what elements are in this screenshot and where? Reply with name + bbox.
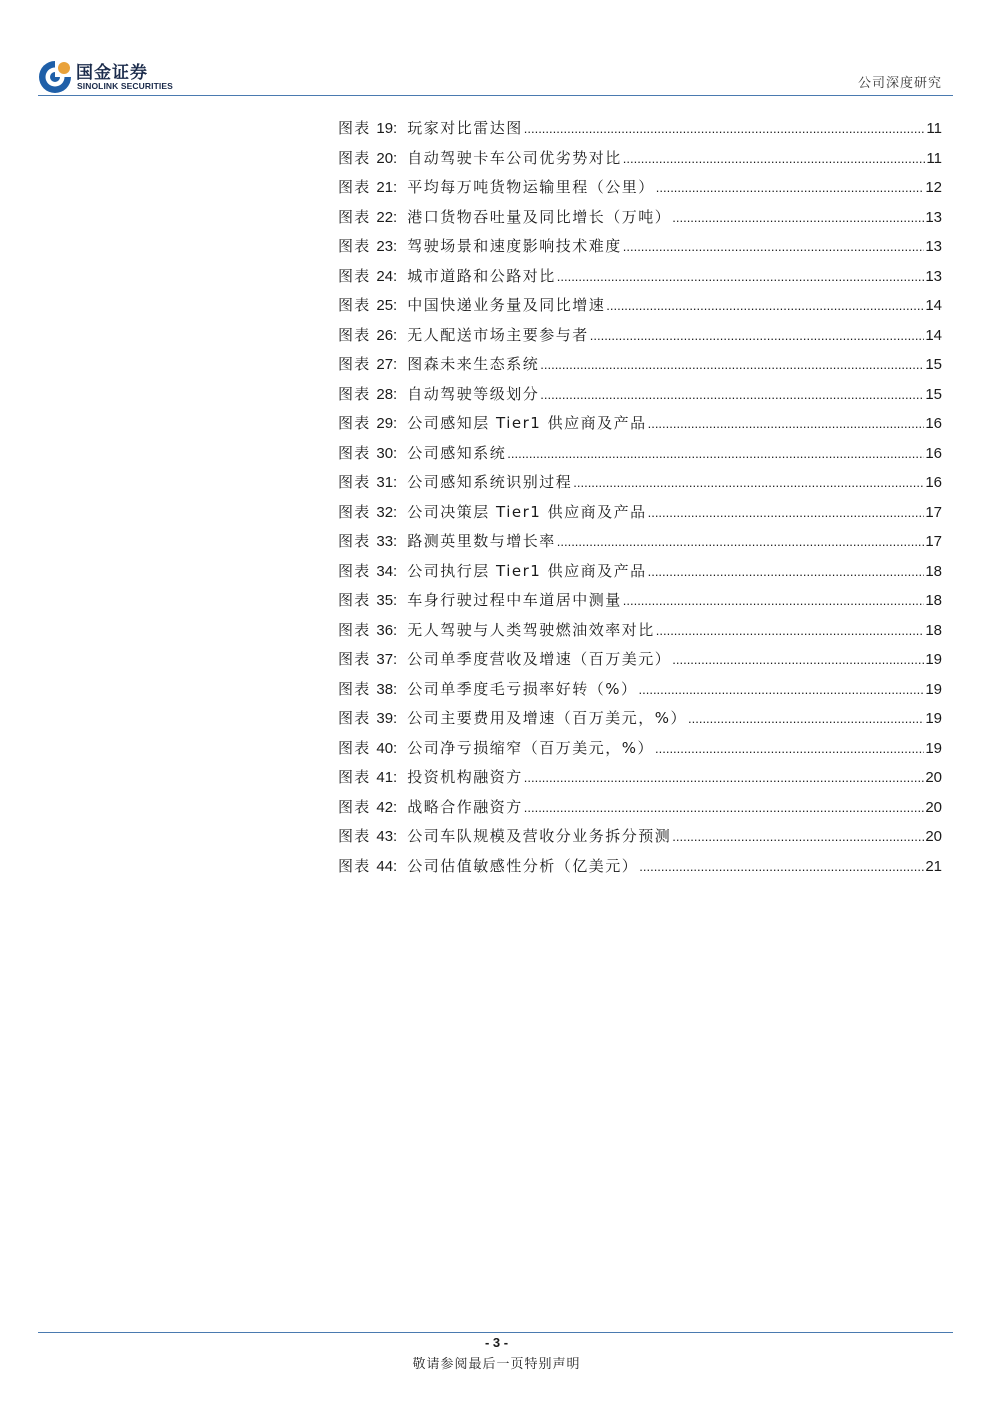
toc-entry-leader [648,416,925,431]
toc-entry-page: 12 [925,179,942,196]
toc-entry-page: 14 [925,297,942,314]
toc-entry-label [338,796,397,817]
toc-entry-label [338,707,397,728]
toc-entry-label [338,766,397,787]
toc-entry-number: 39: [376,710,398,727]
toc-entry-title: 驾驶场景和速度影响技术难度 [407,237,622,255]
toc-entry-number: 25: [376,297,398,314]
toc-entry-leader [606,298,924,313]
toc-entry-number: 31: [376,474,398,491]
toc-entry-prefix: 图表 [338,473,371,491]
toc-entry[interactable] [338,707,942,737]
toc-entry-label [338,353,397,374]
toc-entry[interactable] [338,383,942,413]
toc-entry-leader [672,829,924,844]
toc-entry-prefix: 图表 [338,178,371,196]
toc-entry-page: 16 [925,474,942,491]
logo-english-name: SINOLINK SECURITIES [77,81,173,91]
toc-entry-prefix: 图表 [338,532,371,550]
toc-entry-page: 19 [925,739,942,757]
toc-entry-number: 27: [376,356,398,373]
toc-entry-prefix: 图表 [338,591,371,609]
toc-entry-title: 无人配送市场主要参与者 [407,325,589,344]
toc-entry-number: 38: [376,680,398,698]
toc-entry-title: 自动驾驶等级划分 [407,384,540,403]
header-divider [38,95,953,96]
toc-entry-prefix: 图表 [338,502,371,521]
toc-entry-label [338,412,397,433]
toc-entry-label [338,530,397,551]
toc-entry[interactable] [338,442,942,472]
toc-entry-prefix: 图表 [338,738,371,757]
toc-entry-leader [507,446,924,461]
toc-entry-leader [573,475,924,490]
toc-entry[interactable] [338,796,942,826]
toc-entry-title: 车身行驶过程中车道居中测量 [407,591,622,609]
toc-entry[interactable] [338,825,942,855]
toc-entry-page: 14 [925,326,942,344]
toc-entry-title: 中国快递业务量及同比增速 [407,296,606,314]
toc-entry-page: 21 [925,857,942,875]
toc-entry-title: 公司单季度毛亏损率好转（%） [407,679,638,698]
toc-entry-label [338,471,397,492]
toc-entry-page: 17 [925,503,942,521]
toc-entry-label [338,442,397,463]
toc-entry-title: 公司估值敏感性分析（亿美元） [407,856,639,875]
toc-entry-prefix: 图表 [338,237,371,255]
toc-entry-leader [524,121,926,136]
toc-entry-number: 24: [376,267,398,285]
toc-entry-leader [540,357,924,372]
toc-entry-prefix: 图表 [338,414,371,432]
toc-entry-page: 11 [926,149,942,167]
toc-entry-prefix: 图表 [338,797,371,816]
toc-entry[interactable] [338,737,942,767]
toc-entry-leader [656,623,925,638]
toc-entry-page: 15 [925,356,942,373]
toc-entry-title: 投资机构融资方 [407,768,523,786]
toc-entry-title: 公司单季度营收及增速（百万美元） [407,650,672,668]
toc-entry-number: 36: [376,621,398,639]
toc-entry-label [338,265,397,286]
toc-entry-page: 16 [925,415,942,432]
toc-entry-page: 15 [925,385,942,403]
toc-entry-title: 公司感知系统识别过程 [407,473,573,491]
toc-entry-prefix: 图表 [338,620,371,639]
toc-entry-title: 自动驾驶卡车公司优劣势对比 [407,148,622,167]
toc-entry-label [338,560,397,581]
toc-entry-leader [524,770,925,785]
toc-entry-page: 17 [925,533,942,550]
toc-entry-leader [623,239,925,254]
toc-entry-label [338,619,397,640]
toc-entry-title: 平均每万吨货物运输里程（公里） [407,178,655,196]
toc-entry[interactable] [338,324,942,354]
toc-entry-prefix: 图表 [338,266,371,285]
toc-entry-prefix: 图表 [338,384,371,403]
footer-divider [38,1332,953,1333]
toc-entry-page: 20 [925,828,942,845]
toc-entry-label [338,737,397,758]
page-header [38,54,953,96]
toc-entry-number: 43: [376,828,398,845]
toc-entry-label [338,678,397,699]
toc-entry-label [338,648,397,669]
report-type: 公司深度研究 [857,76,942,91]
toc-entry[interactable] [338,471,942,501]
toc-entry[interactable] [338,117,942,147]
toc-entry-prefix: 图表 [338,679,371,698]
toc-entry-page: 19 [925,651,942,668]
toc-entry-prefix: 图表 [338,148,371,167]
company-logo [38,58,188,94]
toc-entry-page: 20 [925,798,942,816]
toc-entry-page: 16 [925,444,942,462]
toc-entry[interactable] [338,294,942,324]
toc-entry-leader [557,534,925,549]
toc-entry-page: 13 [925,238,942,255]
toc-entry-label [338,383,397,404]
toc-entry[interactable] [338,147,942,177]
sinolink-logo-icon [38,60,72,94]
toc-entry-title: 图森未来生态系统 [407,355,540,373]
toc-entry-number: 28: [376,385,398,403]
toc-entry-leader [688,711,924,726]
toc-entry-page: 11 [926,120,942,137]
toc-entry-number: 22: [376,208,398,226]
page-number: - 3 - [484,1335,509,1350]
toc-entry-number: 30: [376,444,398,462]
toc-entry-page: 13 [925,208,942,226]
toc-entry-number: 40: [376,739,398,757]
toc-entry-leader [557,269,925,284]
toc-entry-leader [524,800,925,815]
toc-entry-number: 32: [376,503,398,521]
toc-entry-title: 公司车队规模及营收分业务拆分预测 [407,827,672,845]
toc-entry-page: 18 [925,562,942,580]
toc-entry-page: 19 [925,710,942,727]
toc-entry-leader [648,505,925,520]
toc-entry-prefix: 图表 [338,207,371,226]
toc-entry-label [338,324,397,345]
toc-entry-leader [590,328,925,343]
toc-entry-prefix: 图表 [338,119,371,137]
toc-entry-number: 19: [376,120,398,137]
toc-entry-title: 公司主要费用及增速（百万美元，%） [407,709,687,727]
toc-entry-title: 公司净亏损缩窄（百万美元，%） [407,738,654,757]
toc-entry[interactable] [338,855,942,885]
toc-entry-number: 41: [376,769,398,786]
toc-entry-number: 35: [376,592,398,609]
toc-entry-number: 20: [376,149,398,167]
toc-entry-title: 城市道路和公路对比 [407,266,556,285]
toc-entry-title: 战略合作融资方 [407,797,523,816]
toc-entry-number: 26: [376,326,398,344]
toc-entry-label [338,117,397,138]
toc-entry-label [338,294,397,315]
toc-entry-title: 公司决策层 Tier1 供应商及产品 [407,502,647,521]
toc-entry-title: 无人驾驶与人类驾驶燃油效率对比 [407,620,655,639]
toc-entry-leader [623,593,925,608]
toc-entry-leader [656,180,925,195]
toc-entry-label [338,825,397,846]
toc-entry-title: 公司感知系统 [407,443,507,462]
toc-entry-label [338,147,397,168]
toc-entry-number: 23: [376,238,398,255]
toc-entry-prefix: 图表 [338,709,371,727]
toc-entry-prefix: 图表 [338,355,371,373]
toc-entry-label [338,589,397,610]
footer-disclaimer: 敬请参阅最后一页特别声明 [412,1357,581,1372]
toc-entry[interactable] [338,353,942,383]
toc-entry-prefix: 图表 [338,768,371,786]
toc-entry[interactable] [338,206,942,236]
toc-entry-number: 37: [376,651,398,668]
toc-entry-leader [623,151,926,166]
toc-entry-leader [648,564,925,579]
toc-entry-page: 19 [925,680,942,698]
toc-entry[interactable] [338,265,942,295]
toc-entry-prefix: 图表 [338,827,371,845]
toc-entry-prefix: 图表 [338,650,371,668]
toc-entry-number: 44: [376,857,398,875]
toc-entry-leader [672,210,924,225]
toc-entry-title: 路测英里数与增长率 [407,532,556,550]
toc-entry-page: 20 [925,769,942,786]
figure-index [338,117,942,884]
toc-entry-leader [672,652,924,667]
toc-entry-prefix: 图表 [338,856,371,875]
toc-entry-page: 18 [925,592,942,609]
toc-entry-prefix: 图表 [338,325,371,344]
toc-entry-title: 玩家对比雷达图 [407,119,523,137]
toc-entry-prefix: 图表 [338,443,371,462]
toc-entry[interactable] [338,619,942,649]
toc-entry-leader [655,741,924,756]
toc-entry-number: 42: [376,798,398,816]
toc-entry[interactable] [338,648,942,678]
toc-entry[interactable] [338,589,942,619]
toc-entry-label [338,855,397,876]
toc-entry-label [338,235,397,256]
toc-entry[interactable] [338,678,942,708]
toc-entry[interactable] [338,560,942,590]
toc-entry-number: 29: [376,415,398,432]
logo-chinese-name: 国金证券 [76,63,148,83]
toc-entry-leader [639,682,925,697]
toc-entry-prefix: 图表 [338,296,371,314]
toc-entry-number: 33: [376,533,398,550]
toc-entry-number: 21: [376,179,398,196]
toc-entry-leader [540,387,924,402]
toc-entry-page: 13 [925,267,942,285]
toc-entry-label [338,206,397,227]
toc-entry-label [338,176,397,197]
toc-entry-title: 公司执行层 Tier1 供应商及产品 [407,561,647,580]
toc-entry-title: 港口货物吞吐量及同比增长（万吨） [407,207,672,226]
toc-entry-label [338,501,397,522]
toc-entry-prefix: 图表 [338,561,371,580]
toc-entry-title: 公司感知层 Tier1 供应商及产品 [407,414,647,432]
toc-entry[interactable] [338,766,942,796]
toc-entry[interactable] [338,501,942,531]
toc-entry-page: 18 [925,621,942,639]
toc-entry[interactable] [338,530,942,560]
toc-entry[interactable] [338,176,942,206]
toc-entry[interactable] [338,412,942,442]
toc-entry-number: 34: [376,562,398,580]
toc-entry[interactable] [338,235,942,265]
toc-entry-leader [639,859,924,874]
